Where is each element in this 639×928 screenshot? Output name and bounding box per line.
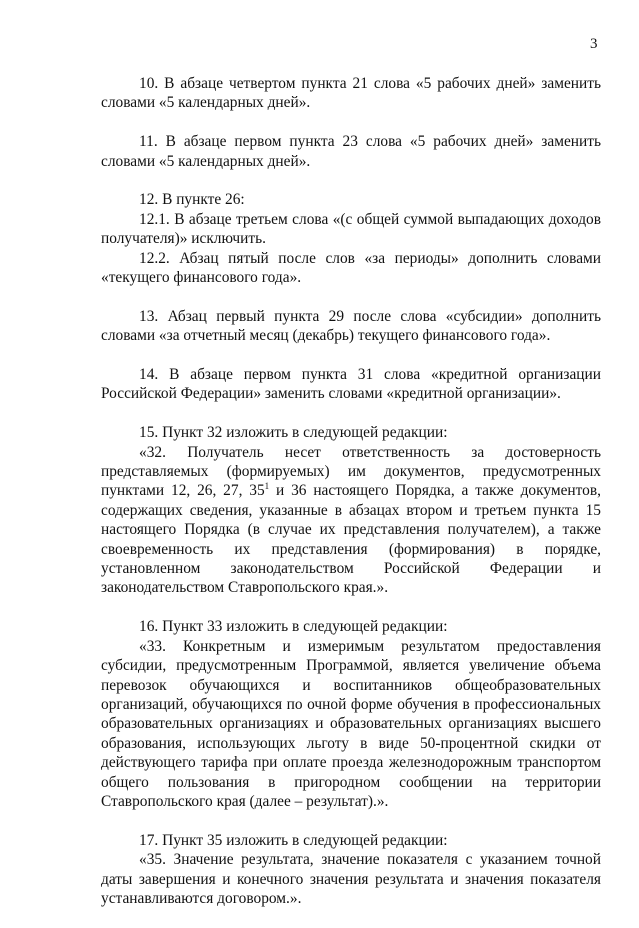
paragraph: 16. Пункт 33 изложить в следующей редакции: xyxy=(139,618,448,636)
paragraph-text: «32. Получатель несет ответственность за достоверность представляемых (формируемых) им документов, предусмотренных пунктами 12, 26, 27, 35 xyxy=(101,443,601,500)
page-number: 3 xyxy=(590,36,598,52)
paragraph: 11. В абзаце первом пункта 23 слова «5 рабочих дней» заменить словами «5 календарных дней». xyxy=(101,133,601,170)
paragraph: 13. Абзац первый пункта 29 после слова «субсидии» дополнить словами «за отчетный месяц (декабрь) текущего финансового года». xyxy=(101,307,601,345)
superscript: 1 xyxy=(264,481,270,492)
document-body xyxy=(101,74,601,928)
paragraph: «33. Конкретным и измеримым результатом предоставления субсидии, предусмотренным Программой, является увеличение объема перевозок обучающихся и воспитанников общеобразовательных организаций, обучающихся по очной форме обучения в профессиональных образовательных организациях и образовательных организациях высшего образования, использующих льготу в виде 50-процентной скидки от действующего тарифа при оплате проезда железнодорожным транспортом общего пользования в пригородном сообщении на территории Ставропольского края (далее – результат).». xyxy=(101,637,601,810)
paragraph: 14. В абзаце первом пункта 31 слова «кредитной организации Российской Федерации» заменить словами «кредитной организации». xyxy=(101,366,601,403)
item-16 xyxy=(101,617,601,811)
paragraph: «35. Значение результата, значение показателя с указанием точной даты завершения и конечного значения результата и значения показателя устанавливаются договором.». xyxy=(101,851,601,907)
paragraph-text: и 36 настоящего Порядка, а также документов, содержащих сведения, указанные в абзацах втором и третьем пункта 15 настоящего Порядка (в случае их представления получателем), а также своевременность их представления (формирования) в порядке, установленном законодательством Российской Федерации и законодательством Ставропольского края.». xyxy=(101,482,601,597)
item-13 xyxy=(101,307,601,346)
item-12 xyxy=(101,190,601,287)
paragraph: 12. В пункте 26: xyxy=(139,191,245,209)
paragraph: 10. В абзаце четвертом пункта 21 слова «5 рабочих дней» заменить словами «5 календарных дней». xyxy=(101,75,601,112)
item-11 xyxy=(101,132,601,171)
item-17 xyxy=(101,831,601,909)
paragraph: 15. Пункт 32 изложить в следующей редакции: xyxy=(139,424,448,442)
item-15 xyxy=(101,423,601,598)
paragraph: 12.2. Абзац пятый после слов «за периоды» дополнить словами «текущего финансового года». xyxy=(101,249,601,287)
paragraph: 17. Пункт 35 изложить в следующей редакции: xyxy=(139,831,448,849)
paragraph xyxy=(101,443,601,598)
item-14 xyxy=(101,365,601,404)
item-10 xyxy=(101,74,601,113)
paragraph: 12.1. В абзаце третьем слова «(с общей суммой выпадающих доходов получателя)» исключить. xyxy=(101,210,601,248)
